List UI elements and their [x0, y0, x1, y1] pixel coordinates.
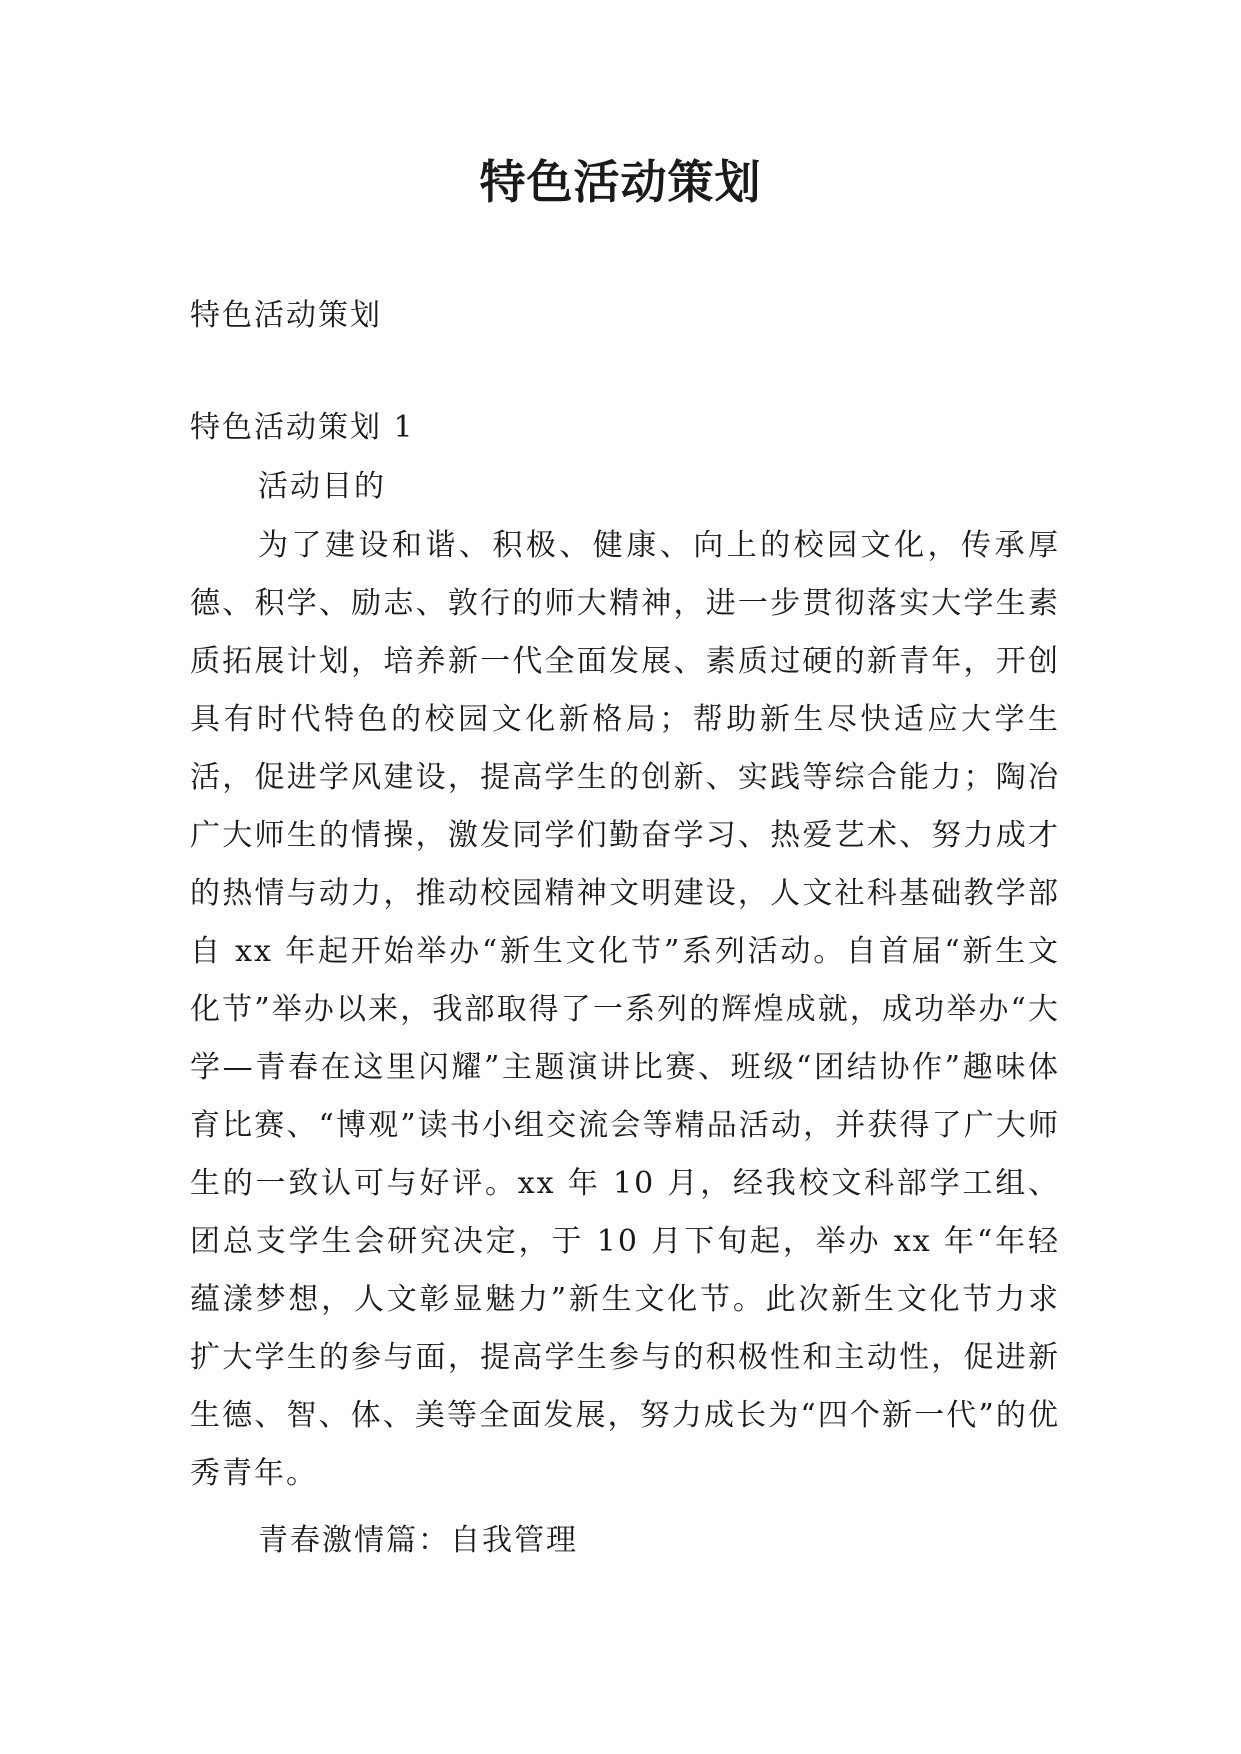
- section-heading: 特色活动策划 1: [190, 410, 415, 445]
- subsection-heading: 青春激情篇：自我管理: [258, 1523, 578, 1558]
- main-paragraph: 为了建设和谐、积极、健康、向上的校园文化，传承厚德、积学、励志、敦行的师大精神，进一步贯彻落实大学生素质拓展计划，培养新一代全面发展、素质过硬的新青年，开创具有时代特色的校园文化新格局；帮助新生尽快适应大学生活，促进学风建设，提高学生的创新、实践等综合能力；陶冶广大师生的情操，激发同学们勤奋学习、热爱艺术、努力成才的热情与动力，推动校园精神文明建设，人文社科基础教学部自 xx 年起开始举办“新生文化节”系列活动。自首届“新生文化节”举办以来，我部取得了一系列的辉煌成就，成功举办“大学—青春在这里闪耀”主题演讲比赛、班级“团结协作”趣味体育比赛、“博观”读书小组交流会等精品活动，并获得了广大师生的一致认可与好评。xx 年 10 月，经我校文科部学工组、团总支学生会研究决定，于 10 月下旬起，举办 xx 年“年轻蕴漾梦想，人文彰显魅力”新生文化节。此次新生文化节力求扩大学生的参与面，提高学生参与的积极性和主动性，促进新生德、智、体、美等全面发展，努力成长为“四个新一代”的优秀青年。: [190, 528, 1060, 1491]
- document-subtitle: 特色活动策划: [190, 298, 382, 333]
- document-title: 特色活动策划: [479, 155, 762, 209]
- purpose-heading: 活动目的: [258, 469, 386, 504]
